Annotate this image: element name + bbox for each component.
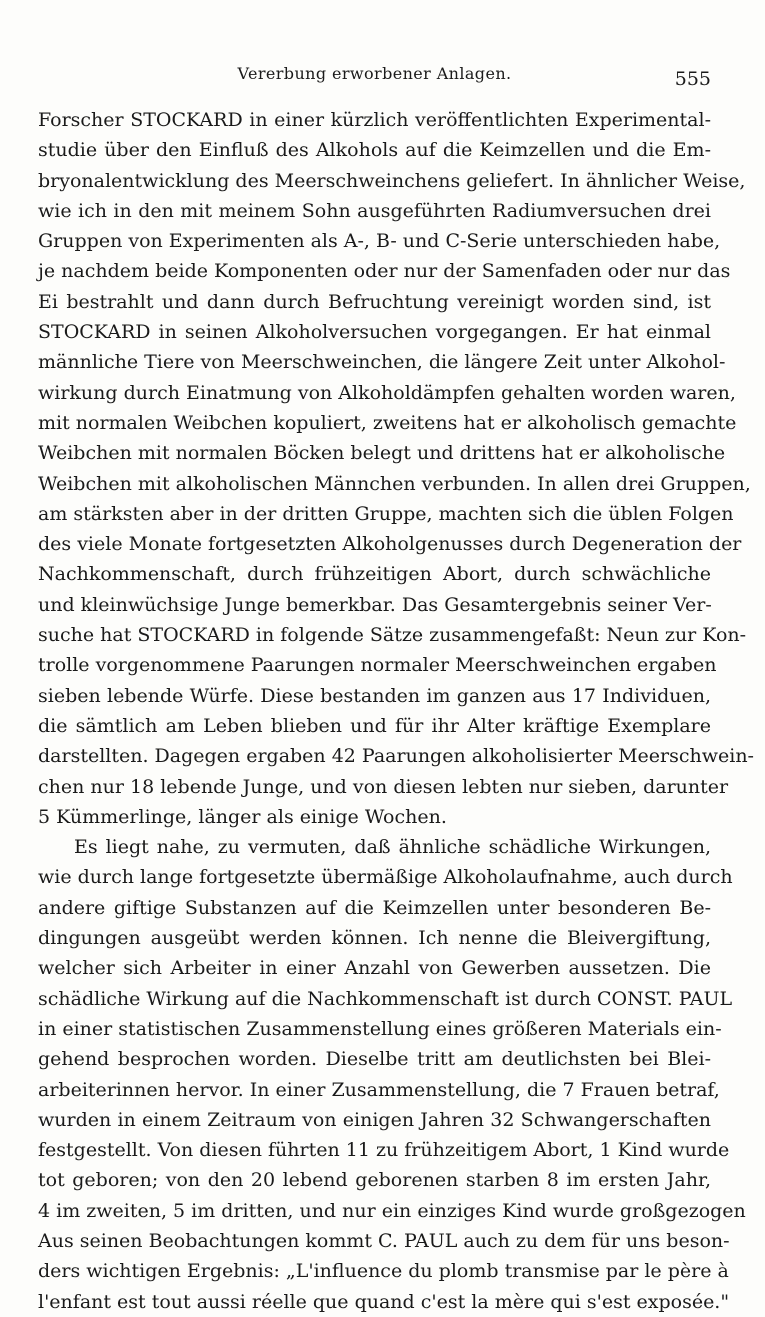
text-line: wirkung durch Einatmung von Alkoholdämpfen gehalten worden waren, (38, 381, 736, 404)
text-line: und kleinwüchsige Junge bemerkbar. Das Gesamtergebnis seiner Ver- (38, 593, 712, 616)
text-line: ders wichtigen Ergebnis: „L'influence du plomb transmise par le père à (38, 1260, 729, 1283)
text-line: Ei bestrahlt und dann durch Befruchtung vereinigt worden sind, ist (38, 290, 711, 313)
text-line: STOCKARD in seinen Alkoholversuchen vorgegangen. Er hat einmal (38, 321, 711, 344)
text-line: bryonalentwicklung des Meerschweinchens geliefert. In ähnlicher Weise, (38, 169, 746, 192)
text-line: Gruppen von Experimenten als A-, B- und C-Serie unterschieden habe, (38, 230, 721, 253)
text-line: am stärksten aber in der dritten Gruppe, machten sich die üblen Folgen (38, 502, 734, 525)
text-line: in einer statistischen Zusammenstellung eines größeren Materials ein- (38, 1017, 722, 1040)
text-line: trolle vorgenommene Paarungen normaler Meerschweinchen ergaben (38, 654, 717, 677)
running-title: Vererbung erworbener Anlagen. (237, 64, 512, 83)
page-header (38, 64, 711, 94)
text-line: Forscher STOCKARD in einer kürzlich veröffentlichten Experimental- (38, 109, 711, 131)
text-line: tot geboren; von den 20 lebend geborenen starben 8 im ersten Jahr, (38, 1169, 711, 1192)
text-line: 5 Kümmerlinge, länger als einige Wochen. (38, 805, 447, 828)
text-line: wie ich in den mit meinem Sohn ausgeführten Radiumversuchen drei (38, 199, 711, 222)
text-line: wie durch lange fortgesetzte übermäßige Alkoholaufnahme, auch durch (38, 866, 733, 889)
text-line: dingungen ausgeübt werden können. Ich nenne die Bleivergiftung, (38, 927, 711, 950)
text-line: sieben lebende Würfe. Diese bestanden im ganzen aus 17 Individuen, (38, 684, 711, 707)
text-line: suche hat STOCKARD in folgende Sätze zusammengefaßt: Neun zur Kon- (38, 624, 747, 647)
page-number: 555 (674, 68, 711, 90)
text-line: je nachdem beide Komponenten oder nur der Samenfaden oder nur das (38, 260, 731, 283)
body-text (38, 105, 754, 1317)
text-line: andere giftige Substanzen auf die Keimzellen unter besonderen Be- (38, 896, 711, 919)
text-line: mit normalen Weibchen kopuliert, zweitens hat er alkoholisch gemachte (38, 411, 737, 434)
text-line: arbeiterinnen hervor. In einer Zusammenstellung, die 7 Frauen betraf, (38, 1078, 720, 1101)
text-line: chen nur 18 lebende Junge, und von diesen lebten nur sieben, darunter (38, 775, 729, 798)
text-line: studie über den Einfluß des Alkohols auf die Keimzellen und die Em- (38, 139, 711, 162)
text-line: welcher sich Arbeiter in einer Anzahl von Gewerben aussetzen. Die (38, 957, 711, 980)
text-line: 4 im zweiten, 5 im dritten, und nur ein einziges Kind wurde großgezogen (38, 1199, 746, 1222)
text-line: Es liegt nahe, zu vermuten, daß ähnliche schädliche Wirkungen, (74, 836, 711, 859)
text-line: des viele Monate fortgesetzten Alkoholgenusses durch Degeneration der (38, 533, 742, 556)
text-line: wurden in einem Zeitraum von einigen Jahren 32 Schwangerschaften (38, 1108, 711, 1131)
text-line: Weibchen mit normalen Böcken belegt und drittens hat er alkoholische (38, 442, 726, 465)
text-line: Weibchen mit alkoholischen Männchen verbunden. In allen drei Gruppen, (38, 472, 751, 495)
text-line: männliche Tiere von Meerschweinchen, die längere Zeit unter Alkohol- (38, 351, 726, 374)
text-line: darstellten. Dagegen ergaben 42 Paarungen alkoholisierter Meerschwein- (38, 745, 754, 768)
text-line: festgestellt. Von diesen führten 11 zu frühzeitigem Abort, 1 Kind wurde (38, 1139, 730, 1162)
text-line: gehend besprochen worden. Dieselbe tritt am deutlichsten bei Blei- (38, 1048, 711, 1071)
text-line: Aus seinen Beobachtungen kommt C. PAUL auch zu dem für uns beson- (38, 1229, 730, 1252)
text-line: schädliche Wirkung auf die Nachkommenschaft ist durch CONST. PAUL (38, 987, 733, 1010)
text-line: die sämtlich am Leben blieben und für ihr Alter kräftige Exemplare (38, 714, 711, 737)
text-line: Nachkommenschaft, durch frühzeitigen Abort, durch schwächliche (38, 563, 711, 586)
text-line: l'enfant est tout aussi réelle que quand c'est la mère qui s'est exposée." (38, 1290, 730, 1313)
